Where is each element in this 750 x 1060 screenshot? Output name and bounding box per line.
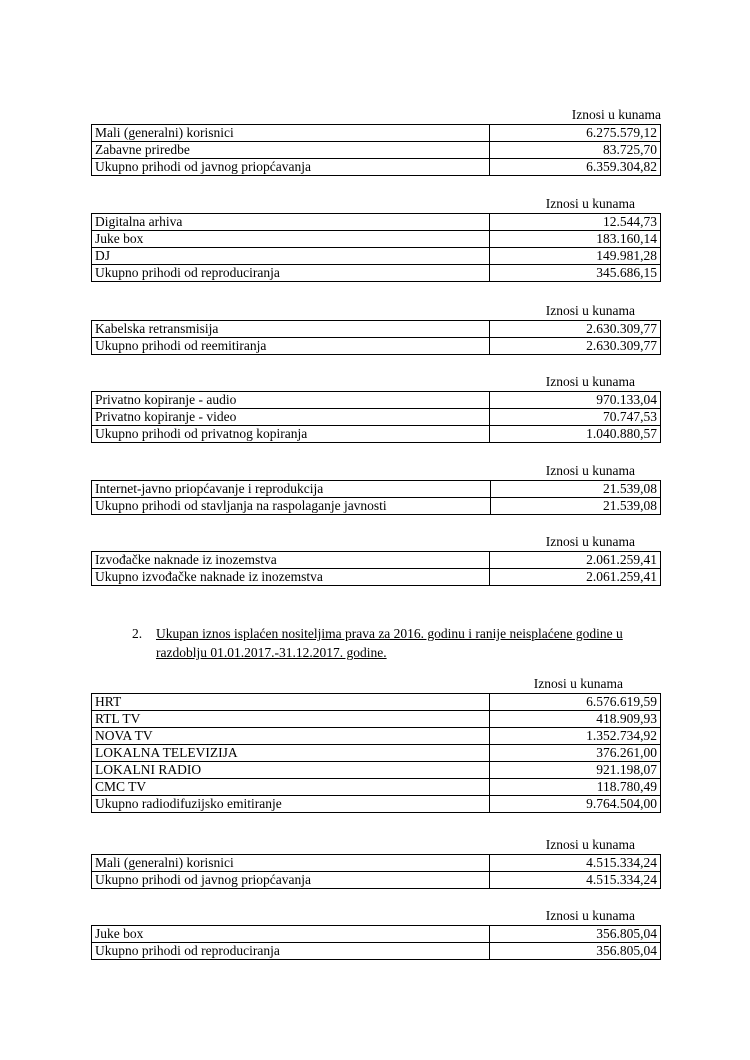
row-label: HRT [92, 694, 490, 711]
section-title: Ukupan iznos isplaćen nositeljima prava za 2016. godinu i ranije neisplaćene godine u razdoblju 01.01.2017.-31.12.2017. godine. [156, 626, 623, 660]
row-label: Kabelska retransmisija [92, 321, 490, 338]
table-caption: Iznosi u kunama [533, 676, 623, 691]
row-label: Mali (generalni) korisnici [92, 125, 490, 142]
row-amount: 183.160,14 [490, 231, 661, 248]
row-amount: 2.061.259,41 [490, 552, 661, 569]
table-row [92, 248, 661, 265]
table-row [92, 762, 661, 779]
table-caption: Iznosi u kunama [545, 196, 635, 211]
row-label: DJ [92, 248, 490, 265]
row-amount: 2.630.309,77 [490, 338, 661, 355]
row-label: Privatno kopiranje - video [92, 409, 490, 426]
table-row [92, 779, 661, 796]
row-amount: 970.133,04 [490, 392, 661, 409]
row-label: Zabavne priredbe [92, 142, 490, 159]
amounts-table [91, 124, 661, 176]
row-amount: 118.780,49 [490, 779, 661, 796]
table-row [92, 159, 661, 176]
table-row [92, 214, 661, 231]
table-caption: Iznosi u kunama [545, 908, 635, 923]
table-row [92, 142, 661, 159]
table-caption: Iznosi u kunama [545, 534, 635, 549]
row-amount: 1.040.880,57 [490, 426, 661, 443]
table-caption: Iznosi u kunama [545, 837, 635, 852]
table-row [92, 265, 661, 282]
table-row [92, 855, 661, 872]
amounts-table [91, 854, 661, 889]
row-amount: 70.747,53 [490, 409, 661, 426]
row-amount: 4.515.334,24 [490, 872, 661, 889]
row-amount: 149.981,28 [490, 248, 661, 265]
row-label: NOVA TV [92, 728, 490, 745]
row-amount: 376.261,00 [490, 745, 661, 762]
row-label: Privatno kopiranje - audio [92, 392, 490, 409]
amounts-table [91, 480, 661, 515]
table-row [92, 321, 661, 338]
row-amount: 356.805,04 [490, 926, 661, 943]
table-row [92, 231, 661, 248]
row-amount: 21.539,08 [490, 481, 660, 498]
amounts-table [91, 925, 661, 960]
table-row [92, 943, 661, 960]
row-label: Juke box [92, 231, 490, 248]
row-label: Internet-javno priopćavanje i reprodukcija [92, 481, 491, 498]
row-amount: 6.576.619,59 [490, 694, 661, 711]
table-caption: Iznosi u kunama [571, 107, 661, 122]
table-row [92, 926, 661, 943]
table-row [92, 694, 661, 711]
row-label: Ukupno prihodi od reproduciranja [92, 943, 490, 960]
amounts-table [91, 213, 661, 282]
row-label: Ukupno prihodi od stavljanja na raspolaganje javnosti [92, 498, 491, 515]
row-amount: 418.909,93 [490, 711, 661, 728]
table-row [92, 338, 661, 355]
table-row [92, 569, 661, 586]
row-amount: 345.686,15 [490, 265, 661, 282]
row-label: RTL TV [92, 711, 490, 728]
table-row [92, 409, 661, 426]
table-row [92, 796, 661, 813]
row-label: Ukupno izvođačke naknade iz inozemstva [92, 569, 490, 586]
row-amount: 21.539,08 [490, 498, 660, 515]
row-label: LOKALNA TELEVIZIJA [92, 745, 490, 762]
row-label: Ukupno prihodi od reproduciranja [92, 265, 490, 282]
row-label: LOKALNI RADIO [92, 762, 490, 779]
table-caption: Iznosi u kunama [545, 374, 635, 389]
table-row [92, 552, 661, 569]
row-amount: 4.515.334,24 [490, 855, 661, 872]
amounts-table [91, 391, 661, 443]
row-label: Ukupno prihodi od javnog priopćavanja [92, 872, 490, 889]
table-caption: Iznosi u kunama [545, 463, 635, 478]
row-amount: 921.198,07 [490, 762, 661, 779]
table-caption: Iznosi u kunama [545, 303, 635, 318]
row-label: Mali (generalni) korisnici [92, 855, 490, 872]
row-label: Ukupno prihodi od javnog priopćavanja [92, 159, 490, 176]
row-amount: 6.359.304,82 [490, 159, 661, 176]
table-row [92, 481, 661, 498]
row-amount: 356.805,04 [490, 943, 661, 960]
row-amount: 2.630.309,77 [490, 321, 661, 338]
row-amount: 83.725,70 [490, 142, 661, 159]
table-row [92, 745, 661, 762]
section-number: 2. [132, 626, 143, 641]
row-label: Juke box [92, 926, 490, 943]
row-label: Izvođačke naknade iz inozemstva [92, 552, 490, 569]
row-label: Digitalna arhiva [92, 214, 490, 231]
row-amount: 1.352.734,92 [490, 728, 661, 745]
row-amount: 6.275.579,12 [490, 125, 661, 142]
row-label: Ukupno radiodifuzijsko emitiranje [92, 796, 490, 813]
row-amount: 9.764.504,00 [490, 796, 661, 813]
amounts-table [91, 551, 661, 586]
row-amount: 2.061.259,41 [490, 569, 661, 586]
amounts-table [91, 320, 661, 355]
row-label: Ukupno prihodi od privatnog kopiranja [92, 426, 490, 443]
amounts-table [91, 693, 661, 813]
table-row [92, 872, 661, 889]
table-row [92, 426, 661, 443]
table-row [92, 125, 661, 142]
table-row [92, 392, 661, 409]
table-row [92, 711, 661, 728]
row-amount: 12.544,73 [490, 214, 661, 231]
table-row [92, 498, 661, 515]
row-label: CMC TV [92, 779, 490, 796]
row-label: Ukupno prihodi od reemitiranja [92, 338, 490, 355]
table-row [92, 728, 661, 745]
